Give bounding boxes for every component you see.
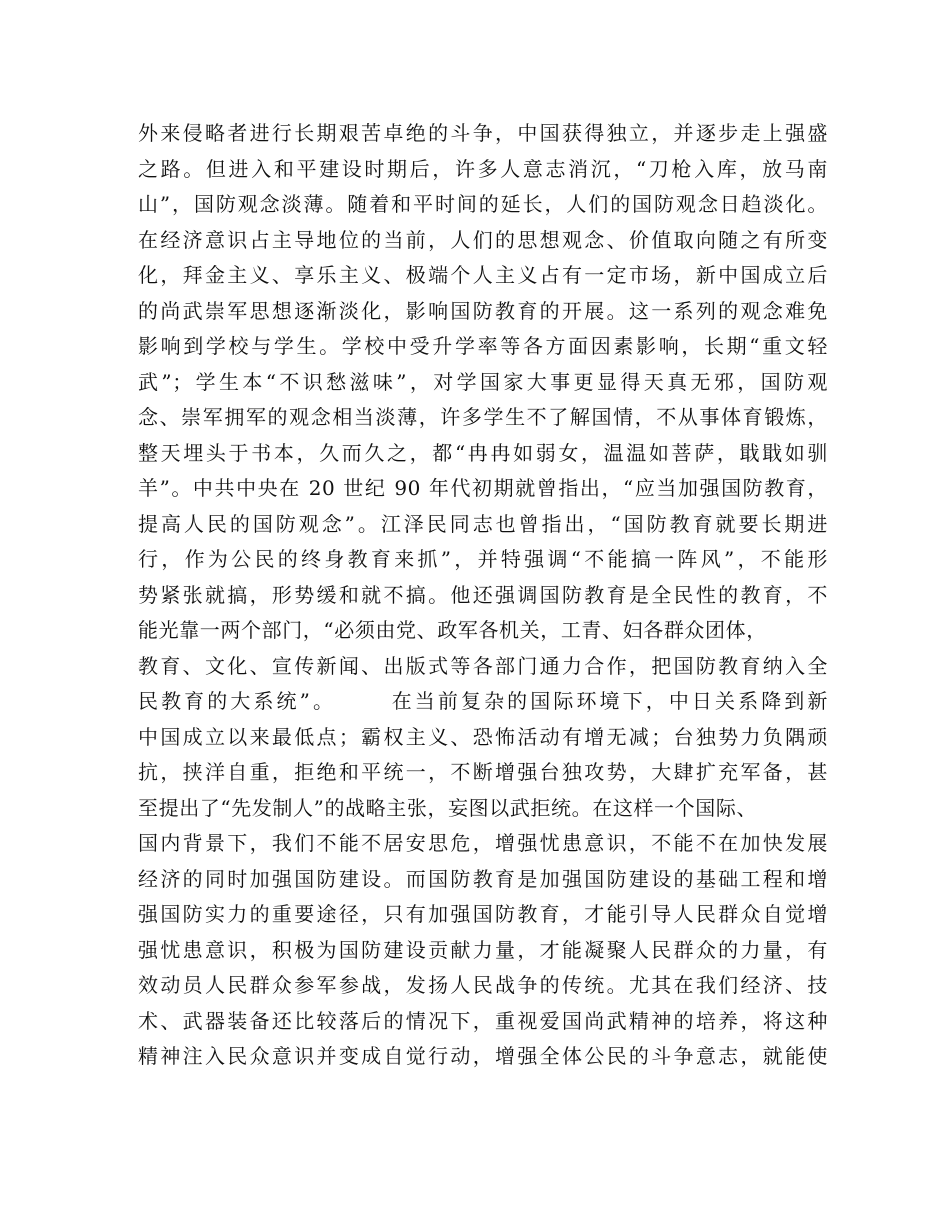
text-line: 念、崇军拥军的观念相当淡薄，许多学生不了解国情，不从事体育锻炼， [138,405,828,429]
text-line: 羊”。中共中央在 20 世纪 90 年代初期就曾指出，“应当加强国防教育， [138,476,828,500]
text-line: 势紧张就搞，形势缓和就不搞。他还强调国防教育是全民性的教育，不 [138,582,828,607]
text-line: 提高人民的国防观念”。江泽民同志也曾指出，“国防教育就要长期进 [138,511,828,536]
text-line: 效动员人民群众参军参战，发扬人民战争的传统。尤其在我们经济、技 [138,973,828,997]
text-line: 整天埋头于书本，久而久之，都“冉冉如弱女，温温如菩萨，戢戢如驯 [138,440,828,465]
text-line: 国内背景下，我们不能不居安思危，增强忧患意识，不能不在加快发展 [138,831,828,855]
text-line: 外来侵略者进行长期艰苦卓绝的斗争，中国获得独立，并逐步走上强盛 [138,121,828,145]
text-line: 抗，挟洋自重，拒绝和平统一，不断增强台独攻势，大肆扩充军备，甚 [138,760,828,784]
text-line: 至提出了“先发制人”的战略主张，妄图以武拒统。在这样一个国际、 [138,795,758,820]
text-line: 的尚武崇军思想逐渐淡化，影响国防教育的开展。这一系列的观念难免 [138,298,828,323]
text-line: 山”，国防观念淡薄。随着和平时间的延长，人们的国防观念日趋淡化。 [138,192,828,216]
text-line: 武”；学生本“不识愁滋味”，对学国家大事更显得天真无邪，国防观 [138,369,828,394]
text-line: 精神注入民众意识并变成自觉行动，增强全体公民的斗争意志，就能使 [138,1044,828,1068]
text-line: 行，作为公民的终身教育来抓”，并特强调“不能搞一阵风”，不能形 [138,547,828,571]
text-line: 教育、文化、宣传新闻、出版式等各部门通力合作，把国防教育纳入全 [138,653,828,678]
text-line: 中国成立以来最低点；霸权主义、恐怖活动有增无减；台独势力负隅顽 [138,724,828,749]
body-text [138,116,828,1075]
text-line: 能光靠一两个部门，“必须由党、政军各机关，工青、妇各群众团体， [138,618,767,642]
text-line: 影响到学校与学生。学校中受升学率等各方面因素影响，长期“重文轻 [138,334,828,358]
text-line: 强忧患意识，积极为国防建设贡献力量，才能凝聚人民群众的力量，有 [138,937,828,962]
text-line: 经济的同时加强国防建设。而国防教育是加强国防建设的基础工程和增 [138,866,828,891]
text-line: 强国防实力的重要途径，只有加强国防教育，才能引导人民群众自觉增 [138,902,828,926]
text-line: 之路。但进入和平建设时期后，许多人意志消沉，“刀枪入库，放马南 [138,156,828,181]
text-line: 化，拜金主义、享乐主义、极端个人主义占有一定市场，新中国成立后 [138,263,828,287]
text-line: 民教育的大系统”。 在当前复杂的国际环境下，中日关系降到新 [138,689,828,713]
text-line: 在经济意识占主导地位的当前，人们的思想观念、价值取向随之有所变 [138,227,828,252]
text-line: 术、武器装备还比较落后的情况下，重视爱国尚武精神的培养，将这种 [138,1008,828,1033]
